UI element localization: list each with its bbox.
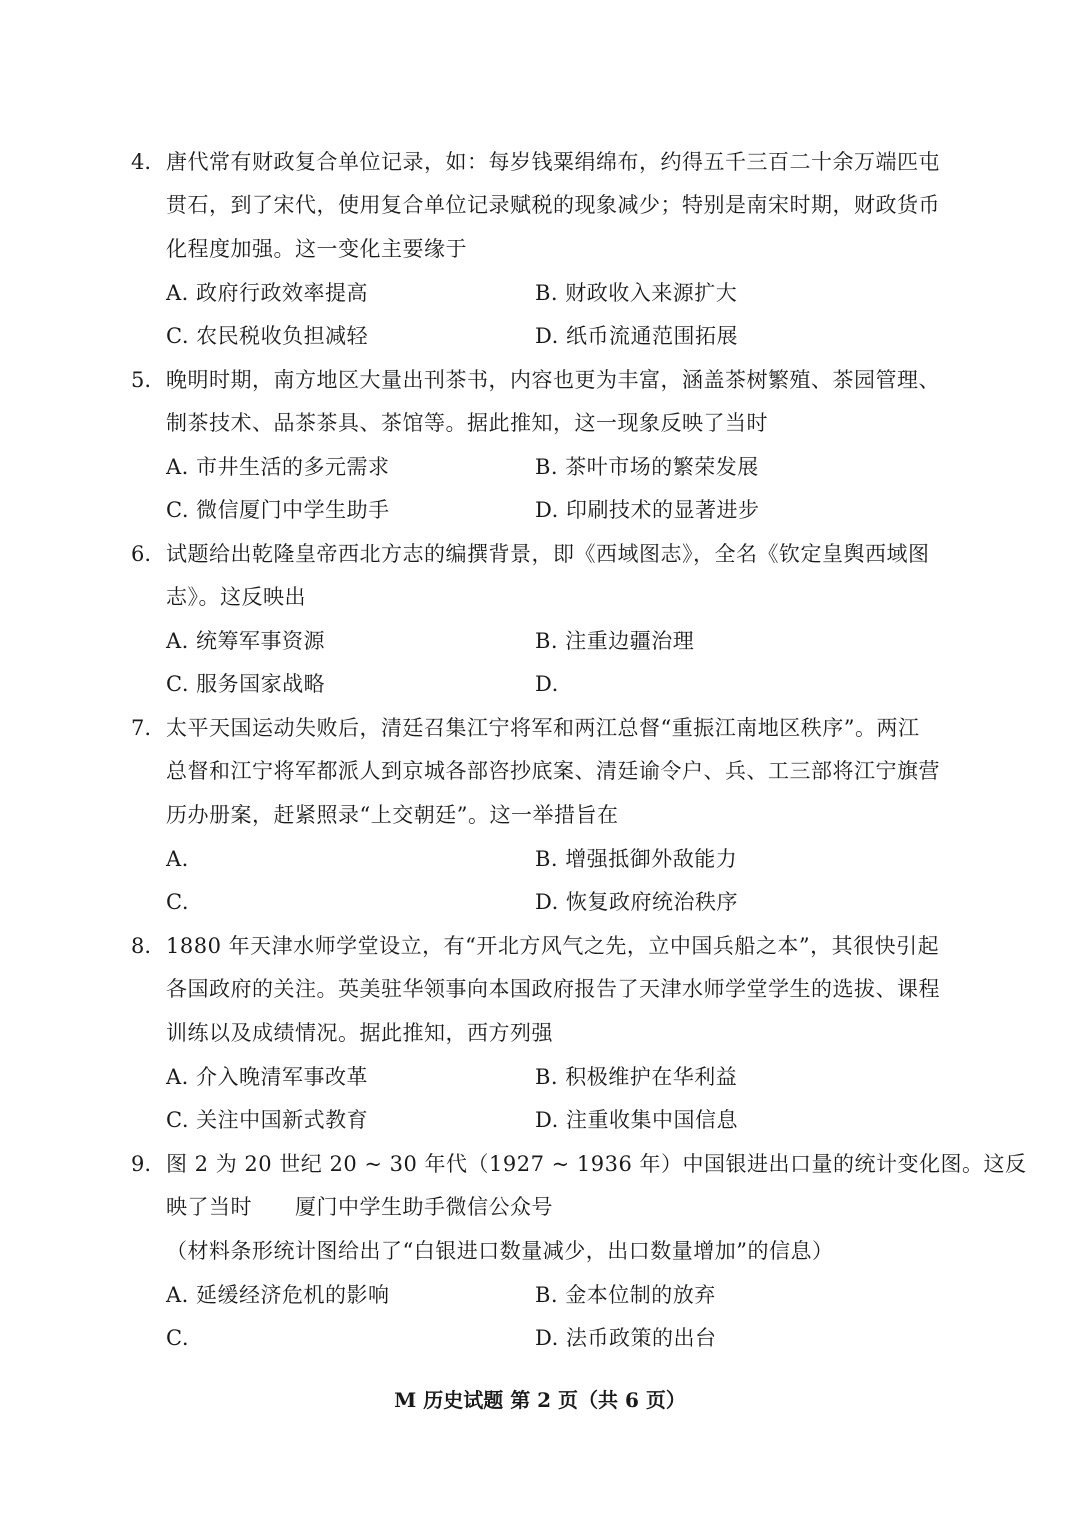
option-a: A. 统筹军事资源 [166,629,326,653]
question-number: 6. [131,542,152,566]
option-a: A. [166,847,189,871]
option-c: C. 农民税收负担减轻 [166,324,369,348]
question-text-line: 太平天国运动失败后，清廷召集江宁将军和两江总督“重振江南地区秩序”。两江 [166,716,920,740]
option-b: B. 茶叶市场的繁荣发展 [535,455,759,479]
question-text-line: 训练以及成绩情况。据此推知，西方列强 [166,1021,553,1045]
question-number: 4. [131,150,152,174]
option-b: B. 注重边疆治理 [535,629,695,653]
option-c: C. 服务国家战略 [166,672,326,696]
option-d: D. 注重收集中国信息 [535,1108,738,1132]
question-text-line: 各国政府的关注。英美驻华领事向本国政府报告了天津水师学堂学生的选拔、课程 [166,977,940,1001]
option-a: A. 市井生活的多元需求 [166,455,390,479]
question-text-line: 化程度加强。这一变化主要缘于 [166,237,467,261]
question-text-line: 总督和江宁将军都派人到京城各部咨抄底案、清廷谕令户、兵、工三部将江宁旗营 [166,759,940,783]
question-number: 9. [131,1152,152,1176]
option-d: D. [535,672,559,696]
question-note: （材料条形统计图给出了“白银进口数量减少，出口数量增加”的信息） [166,1239,834,1263]
option-d: D. 纸币流通范围拓展 [535,324,738,348]
question-text-line: 制茶技术、品茶茶具、茶馆等。据此推知，这一现象反映了当时 [166,411,768,435]
option-d: D. 恢复政府统治秩序 [535,890,738,914]
question-text-line: 晚明时期，南方地区大量出刊茶书，内容也更为丰富，涵盖茶树繁殖、茶园管理、 [166,368,940,392]
question-number: 7. [131,716,152,740]
option-c: C. [166,890,189,914]
question-number: 5. [131,368,152,392]
question-number: 8. [131,934,152,958]
option-b: B. 财政收入来源扩大 [535,281,738,305]
option-b: B. 金本位制的放弃 [535,1283,716,1307]
option-c: C. 微信厦门中学生助手 [166,498,390,522]
option-c: C. 关注中国新式教育 [166,1108,369,1132]
question-text-line: 1880 年天津水师学堂设立，有“开北方风气之先，立中国兵船之本”，其很快引起 [166,934,940,958]
page-footer: M 历史试题 第 2 页（共 6 页） [394,1388,686,1412]
question-text-line: 贯石，到了宋代，使用复合单位记录赋税的现象减少；特别是南宋时期，财政货币 [166,193,940,217]
question-text-line: 映了当时 厦门中学生助手微信公众号 [166,1195,553,1219]
option-a: A. 延缓经济危机的影响 [166,1283,390,1307]
question-text-line: 图 2 为 20 世纪 20 ~ 30 年代（1927 ~ 1936 年）中国银进出口量的统计变化图。这反 [166,1152,1027,1176]
option-d: D. 印刷技术的显著进步 [535,498,760,522]
option-d: D. 法币政策的出台 [535,1326,717,1350]
option-b: B. 增强抵御外敌能力 [535,847,738,871]
option-a: A. 政府行政效率提高 [166,281,369,305]
option-a: A. 介入晚清军事改革 [166,1065,369,1089]
option-b: B. 积极维护在华利益 [535,1065,738,1089]
question-text-line: 唐代常有财政复合单位记录，如：每岁钱粟绢绵布，约得五千三百二十余万端匹屯 [166,150,940,174]
question-text-line: 试题给出乾隆皇帝西北方志的编撰背景，即《西域图志》，全名《钦定皇舆西域图 [166,542,930,566]
question-text-line: 志》。这反映出 [166,585,306,609]
option-c: C. [166,1326,189,1350]
question-text-line: 历办册案，赶紧照录“上交朝廷”。这一举措旨在 [166,803,619,827]
